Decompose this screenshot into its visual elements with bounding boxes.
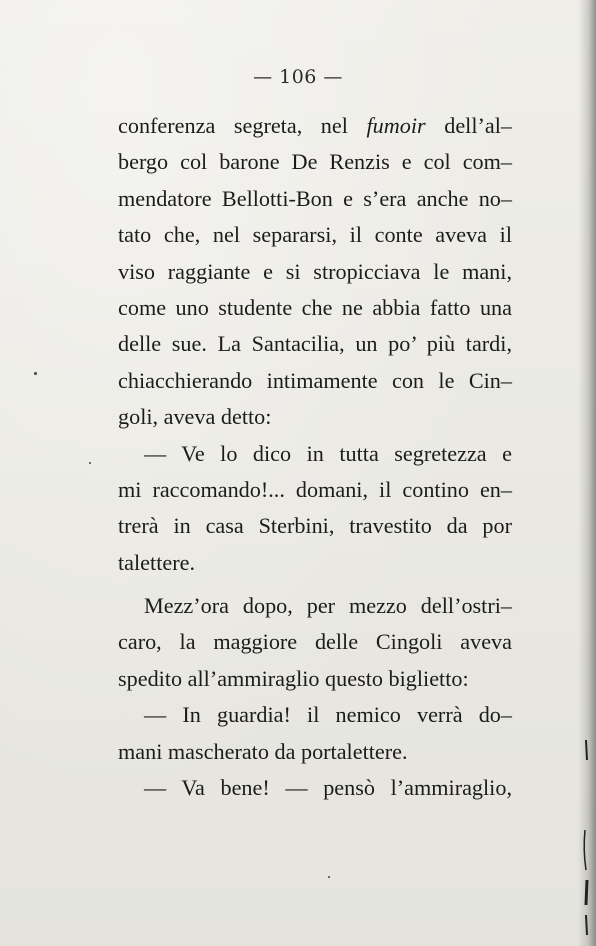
ink-speck	[89, 462, 91, 464]
text-line: goli, aveva detto:	[118, 404, 272, 430]
text-line: conferenza segreta, nel fumoir dell’al–	[118, 113, 513, 138]
page-edge-marks	[582, 0, 590, 946]
page-body	[118, 108, 512, 806]
text-line: viso raggiante e si stropicciava le mani,	[118, 258, 512, 284]
text-line: spedito all’ammiraglio questo biglietto:	[118, 665, 469, 691]
text-line: chiacchierando intimamente con le Cin–	[118, 367, 512, 393]
text-line: — In guardia! il nemico verrà do–	[144, 702, 512, 728]
text-line: mani mascherato da portalettere.	[118, 738, 408, 764]
text-line: mendatore Bellotti-Bon e s’era anche no–	[118, 185, 512, 211]
text-line: tato che, nel separarsi, il conte aveva il	[118, 222, 512, 248]
text-line: — Ve lo dico in tutta segretezza e	[144, 440, 512, 466]
text-line: Mezz’ora dopo, per mezzo dell’ostri–	[144, 593, 512, 619]
page-number: — 106 —	[253, 66, 343, 88]
ink-speck	[328, 876, 330, 878]
text-line: talettere.	[118, 549, 195, 575]
text-line: caro, la maggiore delle Cingoli aveva	[118, 629, 512, 655]
text-line: — Va bene! — pensò l’ammiraglio,	[144, 775, 512, 801]
text-line: delle sue. La Santacilia, un po’ più tardi,	[118, 331, 512, 357]
italic-word: fumoir	[366, 113, 426, 138]
ink-speck	[34, 372, 37, 375]
text-line: trerà in casa Sterbini, travestito da por	[118, 513, 512, 539]
text-line: bergo col barone De Renzis e col com–	[118, 149, 512, 175]
text-line: come uno studente che ne abbia fatto una	[118, 294, 512, 320]
text-line: mi raccomando!... domani, il contino en–	[118, 476, 512, 502]
